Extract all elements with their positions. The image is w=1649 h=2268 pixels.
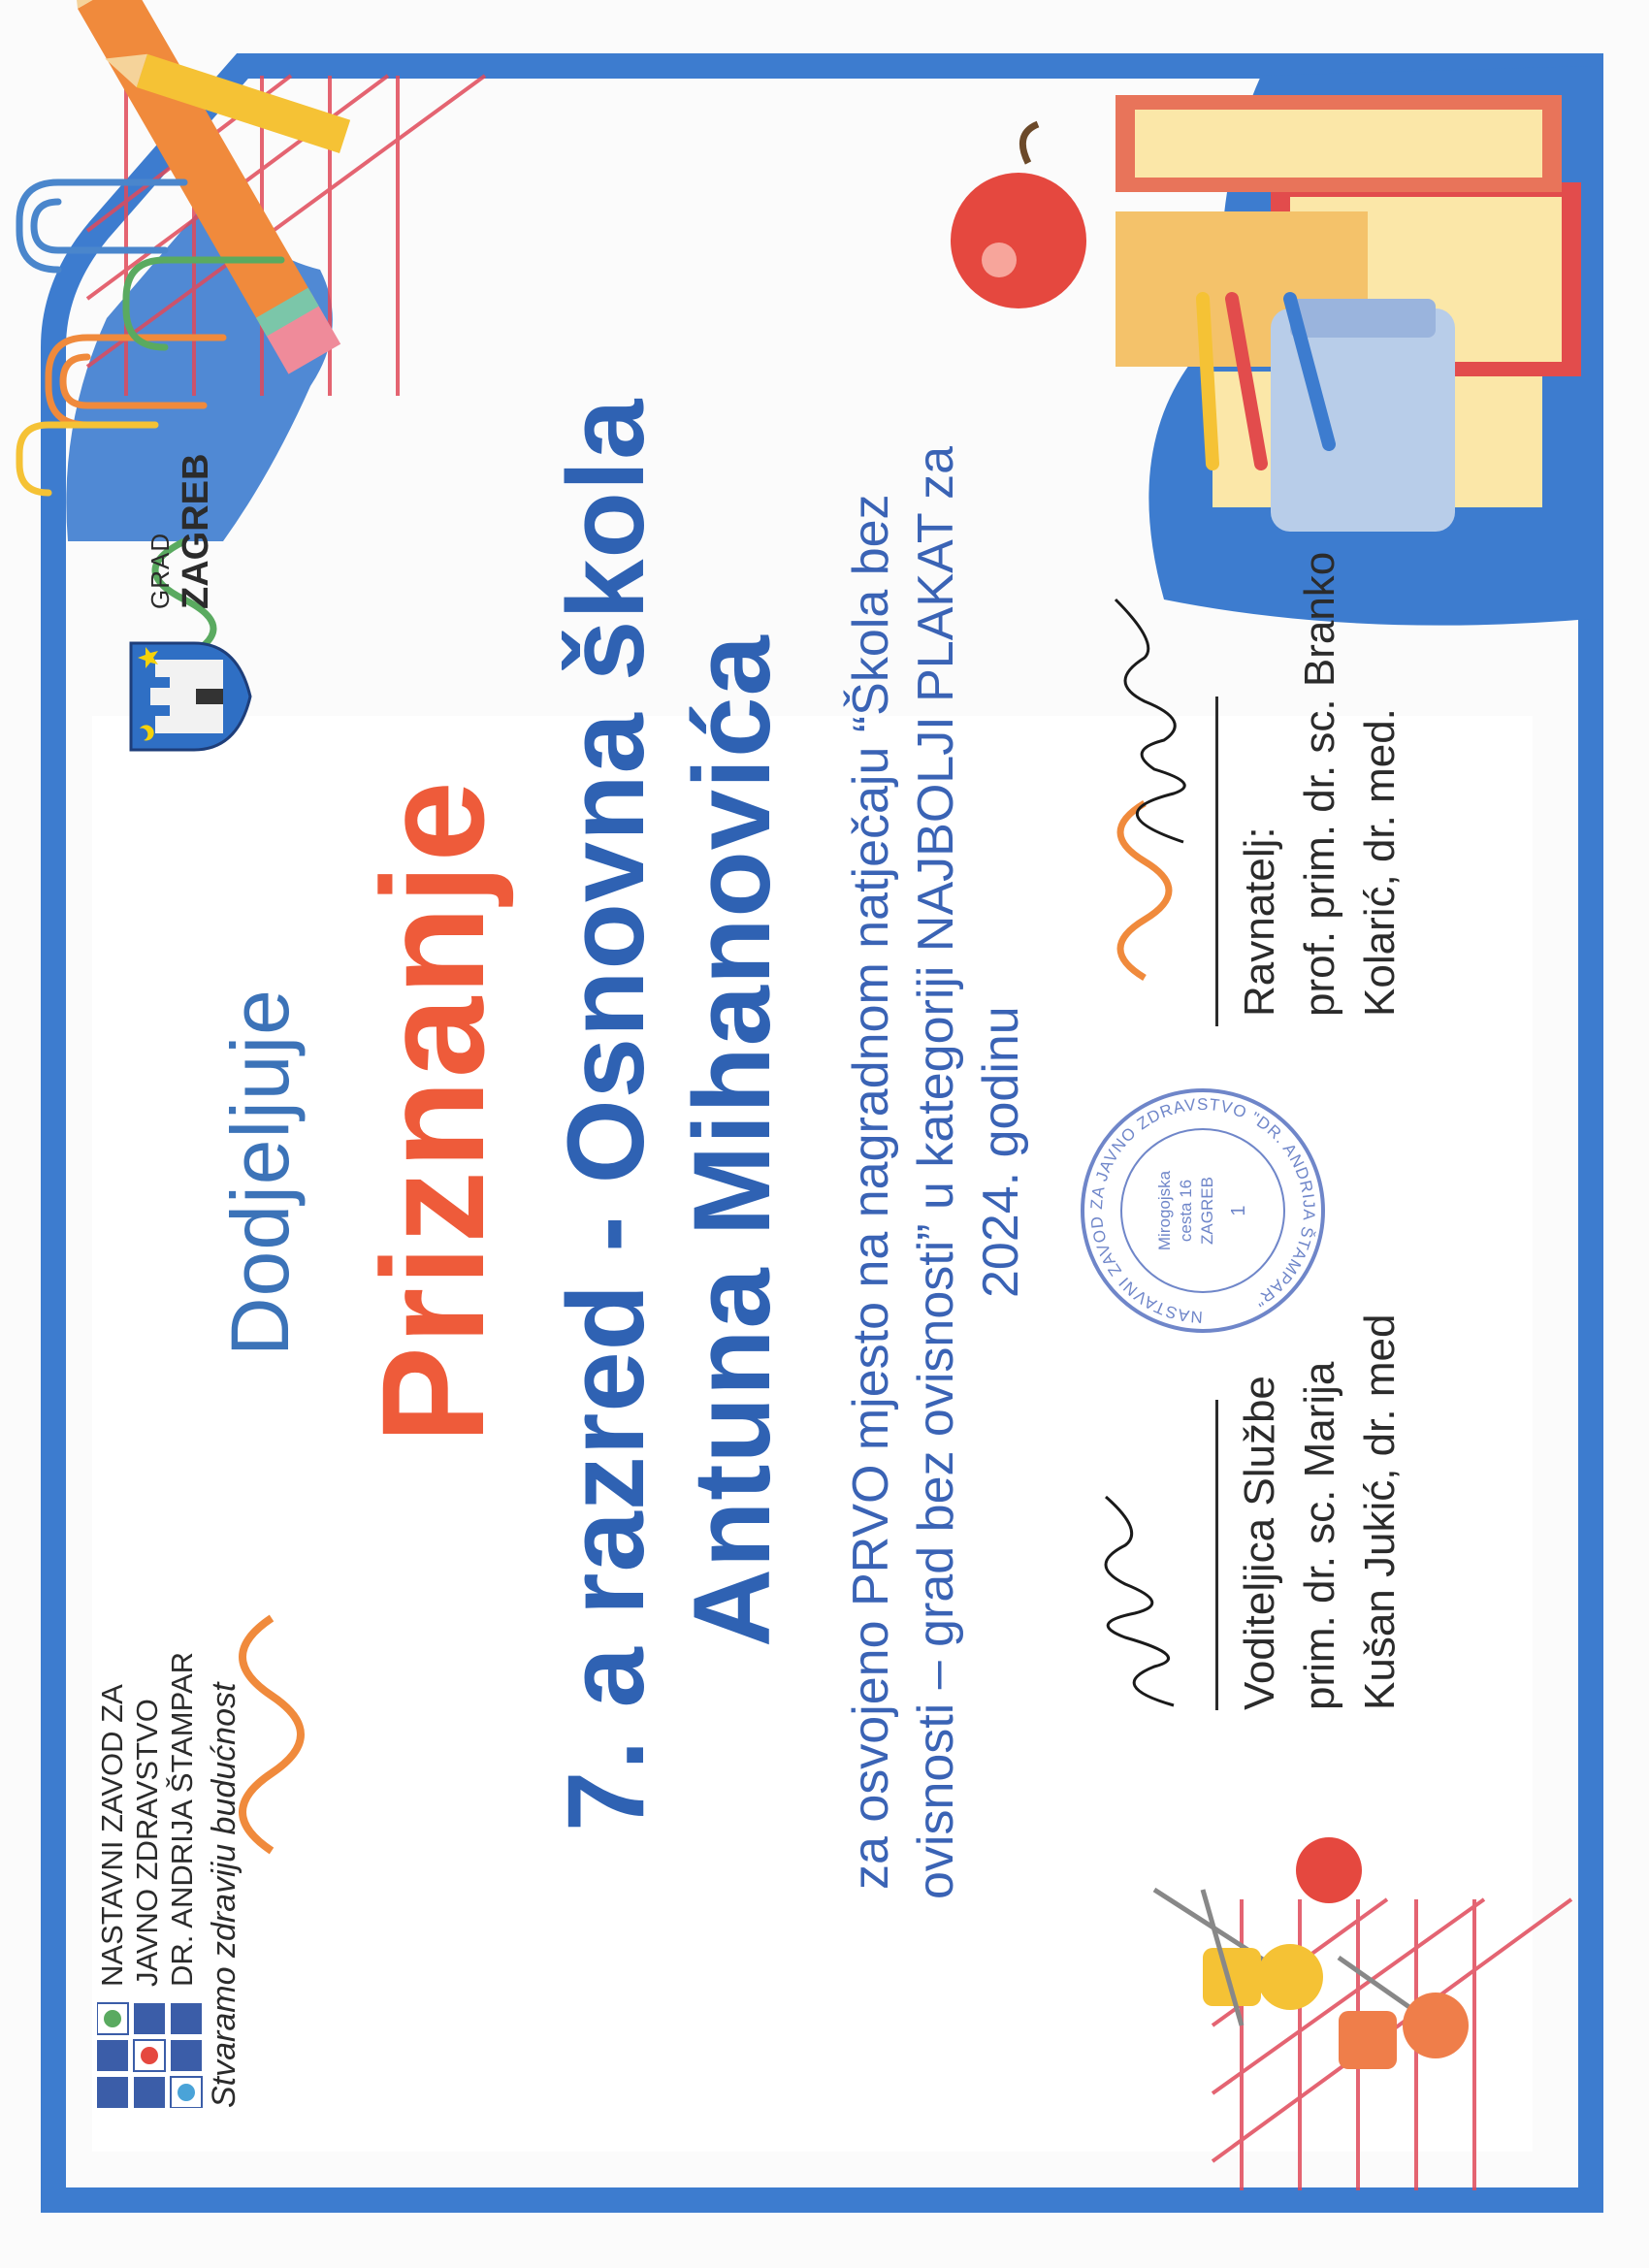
zagreb-coat-of-arms-icon — [126, 638, 252, 755]
city-grad-label: GRAD — [146, 532, 175, 609]
institution-logo-icon — [97, 2001, 204, 2108]
recipient-line-1: 7. a razred - Osnovna škola — [545, 398, 666, 1831]
official-stamp — [1077, 1085, 1329, 1337]
signature-left-name-2: Kušan Jukić, dr. med — [1356, 1313, 1404, 1710]
stamp-center — [1154, 1085, 1249, 1337]
zagreb-crest-block — [126, 453, 257, 755]
signature-right-line — [1215, 697, 1218, 1026]
stamp-number: 1 — [1228, 1205, 1249, 1216]
institution-name-line-3: DR. ANDRIJA ŠTAMPAR — [165, 1651, 199, 1987]
awards-label: Dodjeljuje — [214, 988, 306, 1356]
signature-right-name-2: Kolarić, dr. med. — [1356, 708, 1404, 1017]
stamp-center-line-1: Mirogojska — [1155, 1170, 1174, 1251]
signature-left-handwritten — [1096, 1434, 1203, 1725]
institution-name-line-1: NASTAVNI ZAVOD ZA — [95, 1684, 129, 1987]
signature-left-name-1: prim. dr. sc. Marija — [1296, 1361, 1343, 1710]
stamp-center-line-2: cesta 16 — [1177, 1179, 1195, 1243]
city-label-block — [146, 454, 217, 609]
institution-name-text — [95, 1521, 200, 1987]
description-line-1: za osvojeno PRVO mjesto na nagradnom natječaju “Škola bez — [843, 494, 899, 1890]
stamp-center-line-3: ZAGREB — [1198, 1177, 1216, 1245]
description-line-2: ovisnosti – grad bez ovisnosti” u kategoriji NAJBOLJI PLAKAT za — [908, 445, 964, 1899]
signature-left-block — [1230, 1314, 1410, 1710]
signature-left-line — [1215, 1400, 1218, 1710]
signature-right-block — [1230, 552, 1410, 1017]
stamp-ring-text: NASTAVNI ZAVOD ZA JAVNO ZDRAVSTVO "DR. ANDRIJA ŠTAMPAR" — [1086, 1094, 1319, 1327]
institution-tagline: Stvaramo zdraviju budućnost — [206, 1682, 242, 2108]
signature-right-name-1: prof. prim. dr. sc. Branko — [1296, 551, 1343, 1017]
signature-left-role: Voditeljica Službe — [1236, 1376, 1283, 1710]
certificate-title: Priznanje — [351, 779, 514, 1443]
institution-logo-block — [97, 2001, 209, 2108]
signature-right-role: Ravnatelj: — [1236, 826, 1283, 1017]
signature-right-handwritten — [1096, 570, 1203, 861]
description-line-3: 2024. godinu — [973, 1006, 1029, 1298]
institution-name-line-2: JAVNO ZDRAVSTVO — [130, 1699, 164, 1987]
recipient-line-2: Antuna Mihanovića — [671, 634, 792, 1647]
city-name-label: ZAGREB — [176, 453, 216, 609]
